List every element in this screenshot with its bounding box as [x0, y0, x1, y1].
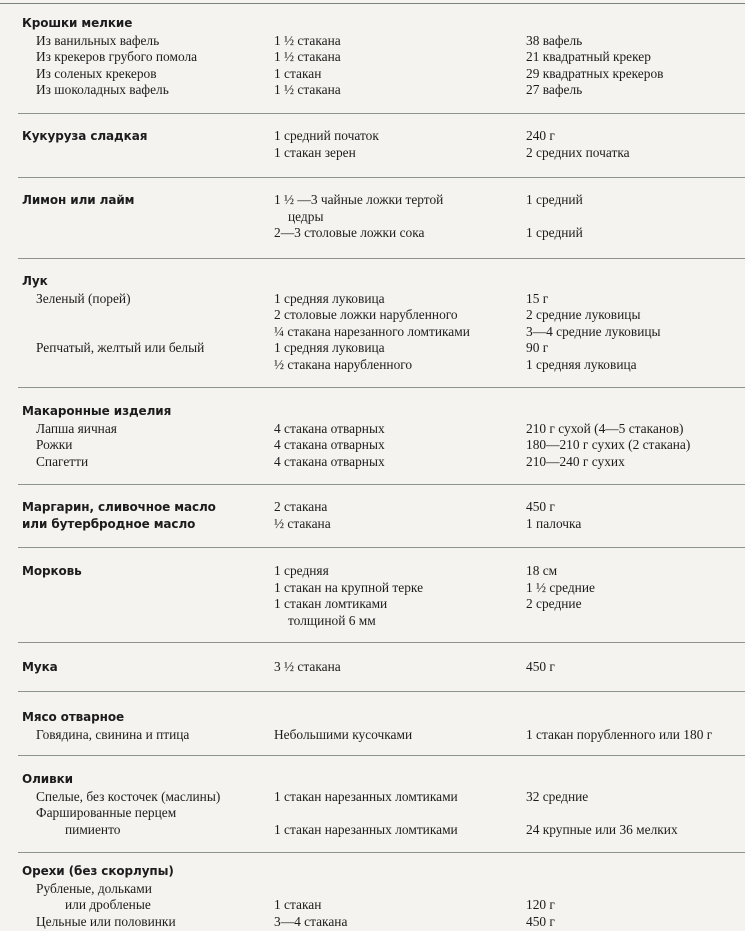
- equivalent: 450 г: [526, 499, 555, 514]
- quantity: 1 стакан на крупной терке: [274, 579, 424, 595]
- section-meat: [0, 709, 745, 743]
- quantity: толщиной 6 мм: [288, 612, 376, 628]
- section-onion: [0, 273, 745, 373]
- divider: [18, 177, 745, 178]
- equivalent: 1 средняя луковица: [526, 356, 637, 372]
- quantity: 1 стакан: [274, 897, 322, 912]
- quantity: 1 средняя луковица: [274, 290, 385, 306]
- quantity: 1 стакан нарезанных ломтиками: [274, 821, 458, 837]
- item: Из ванильных вафель: [36, 32, 160, 48]
- quantity: ½ стакана: [274, 515, 331, 531]
- equivalent: 38 вафель: [526, 32, 583, 48]
- section-title: Кукуруза сладкая: [22, 129, 148, 143]
- equivalent: 1 средний: [526, 225, 583, 240]
- divider: [18, 387, 745, 388]
- section-title: Мука: [22, 660, 58, 674]
- divider: [18, 691, 745, 692]
- quantity: 3 ½ стакана: [274, 659, 341, 674]
- equivalent: 2 средние луковицы: [526, 307, 641, 322]
- equivalent: 240 г: [526, 128, 555, 143]
- quantity: Небольшими кусочками: [274, 726, 413, 742]
- equivalent: 1 палочка: [526, 515, 582, 531]
- item: пимиенто: [65, 821, 121, 837]
- quantity: 4 стакана отварных: [274, 420, 385, 436]
- section-corn: [0, 128, 745, 161]
- quantity: 4 стакана отварных: [274, 453, 385, 469]
- equivalent: 21 квадратный крекер: [526, 49, 651, 64]
- equivalent: 2 средние: [526, 596, 582, 611]
- equivalent: 1 стакан порубленного или 180 г: [526, 726, 713, 742]
- quantity: 1 средняя: [274, 563, 329, 578]
- item: Спагетти: [36, 453, 89, 469]
- section-flour: [0, 659, 745, 676]
- quantity: 2—3 столовые ложки сока: [274, 225, 425, 240]
- item: Зеленый (порей): [36, 290, 131, 306]
- equivalent: 29 квадратных крекеров: [526, 65, 664, 81]
- equivalent: 32 средние: [526, 788, 589, 804]
- item: Из шоколадных вафель: [36, 82, 169, 97]
- section-olives: [0, 771, 745, 838]
- section-lemon: [0, 192, 745, 242]
- quantity: 3—4 стакана: [274, 913, 348, 929]
- equivalent: 180—210 г сухих (2 стакана): [526, 437, 691, 452]
- section-carrot: [0, 563, 745, 629]
- section-title-line2: или бутербродное масло: [22, 516, 196, 531]
- quantity: 1 стакан зерен: [274, 144, 356, 160]
- item: Говядина, свинина и птица: [36, 726, 190, 742]
- section-title: Лук: [22, 274, 48, 288]
- equivalent: 2 средних початка: [526, 144, 630, 160]
- quantity: 1 ½ —3 чайные ложки тертой: [274, 192, 444, 207]
- quantity: 1 стакан нарезанных ломтиками: [274, 788, 458, 804]
- equivalent: 450 г: [526, 913, 555, 929]
- item: Фаршированные перцем: [36, 805, 177, 820]
- item: Рожки: [36, 437, 73, 452]
- equivalent: 1 средний: [526, 192, 583, 207]
- section-title: Оливки: [22, 772, 73, 786]
- item: Из соленых крекеров: [36, 65, 157, 81]
- divider: [18, 258, 745, 259]
- divider: [18, 852, 745, 853]
- equivalent: 1 ½ средние: [526, 579, 595, 595]
- equivalent: 3—4 средние луковицы: [526, 323, 661, 339]
- quantity: 1 средний початок: [274, 128, 379, 143]
- divider: [18, 484, 745, 485]
- section-title: Лимон или лайм: [22, 193, 135, 207]
- equivalent: 24 крупные или 36 мелких: [526, 821, 678, 837]
- item: Из крекеров грубого помола: [36, 49, 198, 64]
- quantity: цедры: [288, 208, 324, 224]
- item: Рубленые, дольками: [36, 880, 152, 896]
- divider: [18, 642, 745, 643]
- equivalent: 120 г: [526, 897, 555, 912]
- section-title: Макаронные изделия: [22, 404, 172, 418]
- section-butter: [0, 499, 745, 532]
- quantity: ¼ стакана нарезанного ломтиками: [274, 323, 470, 339]
- quantity: 1 ½ стакана: [274, 32, 341, 48]
- section-title: Маргарин, сливочное масло: [22, 500, 216, 514]
- section-title: Орехи (без скорлупы): [22, 864, 174, 878]
- quantity: 1 ½ стакана: [274, 82, 341, 97]
- item: или дробленые: [65, 897, 151, 912]
- quantity: 1 средняя луковица: [274, 340, 385, 355]
- equivalent: 210—240 г сухих: [526, 453, 625, 469]
- section-pasta: [0, 403, 745, 470]
- equivalent: 90 г: [526, 340, 549, 355]
- equivalent: 450 г: [526, 659, 555, 674]
- quantity: 1 стакан: [274, 65, 322, 81]
- quantity: 4 стакана отварных: [274, 437, 385, 452]
- equivalent: 210 г сухой (4—5 стаканов): [526, 420, 684, 436]
- item: Репчатый, желтый или белый: [36, 340, 205, 355]
- divider: [18, 547, 745, 548]
- quantity: 2 стакана: [274, 499, 328, 514]
- section-nuts: [0, 863, 745, 930]
- section-title: Мясо отварное: [22, 710, 125, 724]
- section-title: Морковь: [22, 564, 82, 578]
- divider: [18, 113, 745, 114]
- quantity: 1 стакан ломтиками: [274, 596, 388, 611]
- equivalent: 15 г: [526, 290, 549, 306]
- quantity: ½ стакана нарубленного: [274, 356, 413, 372]
- equivalent: 27 вафель: [526, 82, 583, 97]
- quantity: 2 столовые ложки нарубленного: [274, 307, 458, 322]
- item: Спелые, без косточек (маслины): [36, 788, 221, 804]
- equivalent: 18 см: [526, 563, 558, 578]
- section-title: Крошки мелкие: [22, 16, 133, 30]
- item: Лапша яичная: [36, 420, 117, 436]
- top-rule: [0, 3, 745, 4]
- quantity: 1 ½ стакана: [274, 49, 341, 64]
- section-crumbs: [0, 15, 745, 99]
- divider: [18, 755, 745, 756]
- item: Цельные или половинки: [36, 913, 176, 929]
